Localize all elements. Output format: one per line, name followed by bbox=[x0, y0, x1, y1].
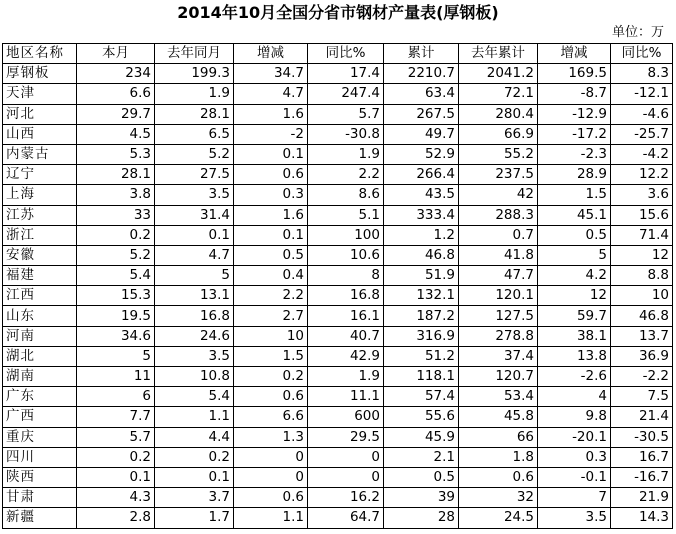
value-cell[interactable]: 8.8 bbox=[611, 266, 673, 286]
value-cell[interactable]: 0.1 bbox=[234, 144, 308, 164]
value-cell[interactable]: 16.1 bbox=[308, 306, 384, 326]
value-cell[interactable]: 53.4 bbox=[459, 387, 538, 407]
value-cell[interactable]: 0.5 bbox=[234, 245, 308, 265]
value-cell[interactable]: 36.9 bbox=[611, 346, 673, 366]
value-cell[interactable]: 1.9 bbox=[308, 144, 384, 164]
region-cell[interactable]: 山西 bbox=[3, 124, 77, 144]
value-cell[interactable]: 199.3 bbox=[155, 64, 234, 84]
value-cell[interactable]: 1.9 bbox=[308, 367, 384, 387]
value-cell[interactable]: 46.8 bbox=[611, 306, 673, 326]
value-cell[interactable]: 5.7 bbox=[77, 427, 155, 447]
value-cell[interactable]: 5.3 bbox=[77, 144, 155, 164]
table-row bbox=[3, 84, 673, 104]
header-change[interactable]: 增减 bbox=[234, 44, 308, 64]
value-cell[interactable]: 278.8 bbox=[459, 326, 538, 346]
value-cell[interactable]: 0 bbox=[234, 447, 308, 467]
value-cell[interactable]: 0.6 bbox=[234, 387, 308, 407]
value-cell[interactable]: 132.1 bbox=[384, 286, 459, 306]
value-cell[interactable]: 27.5 bbox=[155, 165, 234, 185]
value-cell[interactable]: 600 bbox=[308, 407, 384, 427]
value-cell[interactable]: 12.2 bbox=[611, 165, 673, 185]
region-cell[interactable]: 江苏 bbox=[3, 205, 77, 225]
value-cell[interactable]: 21.4 bbox=[611, 407, 673, 427]
value-cell[interactable]: -30.5 bbox=[611, 427, 673, 447]
value-cell[interactable]: 66 bbox=[459, 427, 538, 447]
value-cell[interactable]: 47.7 bbox=[459, 266, 538, 286]
value-cell[interactable]: 0 bbox=[234, 467, 308, 487]
value-cell[interactable]: -12.9 bbox=[538, 104, 611, 124]
value-cell[interactable]: 45.1 bbox=[538, 205, 611, 225]
table-row bbox=[3, 205, 673, 225]
region-cell[interactable]: 重庆 bbox=[3, 427, 77, 447]
value-cell[interactable]: 2.2 bbox=[234, 286, 308, 306]
value-cell[interactable]: 43.5 bbox=[384, 185, 459, 205]
region-cell[interactable]: 江西 bbox=[3, 286, 77, 306]
value-cell[interactable]: 16.8 bbox=[308, 286, 384, 306]
table-row bbox=[3, 266, 673, 286]
value-cell[interactable]: 29.5 bbox=[308, 427, 384, 447]
value-cell[interactable]: 0.1 bbox=[155, 467, 234, 487]
value-cell[interactable]: 0.5 bbox=[384, 467, 459, 487]
value-cell[interactable]: 28.9 bbox=[538, 165, 611, 185]
value-cell[interactable]: 13.8 bbox=[538, 346, 611, 366]
value-cell[interactable]: 4.7 bbox=[234, 84, 308, 104]
value-cell[interactable]: 16.7 bbox=[611, 447, 673, 467]
value-cell[interactable]: 10 bbox=[234, 326, 308, 346]
value-cell[interactable]: 0.1 bbox=[234, 225, 308, 245]
region-cell[interactable]: 天津 bbox=[3, 84, 77, 104]
region-cell[interactable]: 陕西 bbox=[3, 467, 77, 487]
value-cell[interactable]: 5.2 bbox=[77, 245, 155, 265]
value-cell[interactable]: 37.4 bbox=[459, 346, 538, 366]
value-cell[interactable]: 4.2 bbox=[538, 266, 611, 286]
value-cell[interactable]: 0.6 bbox=[234, 165, 308, 185]
value-cell[interactable]: 5 bbox=[538, 245, 611, 265]
value-cell[interactable]: 0.6 bbox=[459, 467, 538, 487]
unit-label: 单位：万 bbox=[611, 25, 664, 40]
value-cell[interactable]: 5.4 bbox=[155, 387, 234, 407]
region-cell[interactable]: 广东 bbox=[3, 387, 77, 407]
value-cell[interactable]: 3.5 bbox=[538, 508, 611, 528]
value-cell[interactable]: 46.8 bbox=[384, 245, 459, 265]
value-cell[interactable]: 2.1 bbox=[384, 447, 459, 467]
table-row bbox=[3, 367, 673, 387]
value-cell[interactable]: 7 bbox=[538, 488, 611, 508]
region-cell[interactable]: 河南 bbox=[3, 326, 77, 346]
value-cell[interactable]: 0.6 bbox=[234, 488, 308, 508]
value-cell[interactable]: 7.5 bbox=[611, 387, 673, 407]
value-cell[interactable]: 55.2 bbox=[459, 144, 538, 164]
value-cell[interactable]: 1.1 bbox=[155, 407, 234, 427]
table-row bbox=[3, 185, 673, 205]
header-this-month[interactable]: 本月 bbox=[77, 44, 155, 64]
value-cell[interactable]: 10.6 bbox=[308, 245, 384, 265]
value-cell[interactable]: 55.6 bbox=[384, 407, 459, 427]
value-cell[interactable]: 45.8 bbox=[459, 407, 538, 427]
value-cell[interactable]: -25.7 bbox=[611, 124, 673, 144]
table-row bbox=[3, 346, 673, 366]
region-cell[interactable]: 山东 bbox=[3, 306, 77, 326]
table-row bbox=[3, 508, 673, 528]
value-cell[interactable]: -30.8 bbox=[308, 124, 384, 144]
value-cell[interactable]: -20.1 bbox=[538, 427, 611, 447]
value-cell[interactable]: -2.6 bbox=[538, 367, 611, 387]
table-row bbox=[3, 326, 673, 346]
header-last-year-month[interactable]: 去年同月 bbox=[155, 44, 234, 64]
value-cell[interactable]: 5.1 bbox=[308, 205, 384, 225]
table-body bbox=[3, 44, 673, 529]
value-cell[interactable]: 1.9 bbox=[155, 84, 234, 104]
value-cell[interactable]: 34.6 bbox=[77, 326, 155, 346]
value-cell[interactable]: 0 bbox=[308, 447, 384, 467]
value-cell[interactable]: 100 bbox=[308, 225, 384, 245]
value-cell[interactable]: 64.7 bbox=[308, 508, 384, 528]
value-cell[interactable]: 2210.7 bbox=[384, 64, 459, 84]
value-cell[interactable]: 1.8 bbox=[459, 447, 538, 467]
value-cell[interactable]: 267.5 bbox=[384, 104, 459, 124]
value-cell[interactable]: 266.4 bbox=[384, 165, 459, 185]
region-cell[interactable]: 厚钢板 bbox=[3, 64, 77, 84]
value-cell[interactable]: 4.3 bbox=[77, 488, 155, 508]
value-cell[interactable]: 169.5 bbox=[538, 64, 611, 84]
value-cell[interactable]: 1.5 bbox=[538, 185, 611, 205]
table-row bbox=[3, 447, 673, 467]
table-row bbox=[3, 64, 673, 84]
value-cell[interactable]: 1.6 bbox=[234, 104, 308, 124]
value-cell[interactable]: -4.6 bbox=[611, 104, 673, 124]
value-cell[interactable]: 33 bbox=[77, 205, 155, 225]
value-cell[interactable]: 3.6 bbox=[611, 185, 673, 205]
value-cell[interactable]: 3.5 bbox=[155, 346, 234, 366]
value-cell[interactable]: -2.2 bbox=[611, 367, 673, 387]
value-cell[interactable]: 6.6 bbox=[77, 84, 155, 104]
value-cell[interactable]: 29.7 bbox=[77, 104, 155, 124]
steel-output-table bbox=[2, 43, 673, 529]
value-cell[interactable]: 12 bbox=[538, 286, 611, 306]
value-cell[interactable]: 11.1 bbox=[308, 387, 384, 407]
header-region[interactable]: 地区名称 bbox=[3, 44, 77, 64]
value-cell[interactable]: -12.1 bbox=[611, 84, 673, 104]
table-row bbox=[3, 467, 673, 487]
region-cell[interactable]: 安徽 bbox=[3, 245, 77, 265]
value-cell[interactable]: 0.5 bbox=[538, 225, 611, 245]
value-cell[interactable]: -16.7 bbox=[611, 467, 673, 487]
value-cell[interactable]: 17.4 bbox=[308, 64, 384, 84]
header-cumulative[interactable]: 累计 bbox=[384, 44, 459, 64]
value-cell[interactable]: 31.4 bbox=[155, 205, 234, 225]
value-cell[interactable]: 247.4 bbox=[308, 84, 384, 104]
value-cell[interactable]: 118.1 bbox=[384, 367, 459, 387]
table-row bbox=[3, 225, 673, 245]
value-cell[interactable]: 5.7 bbox=[308, 104, 384, 124]
region-cell[interactable]: 上海 bbox=[3, 185, 77, 205]
region-cell[interactable]: 新疆 bbox=[3, 508, 77, 528]
value-cell[interactable]: 0.4 bbox=[234, 266, 308, 286]
value-cell[interactable]: 57.4 bbox=[384, 387, 459, 407]
value-cell[interactable]: 8.6 bbox=[308, 185, 384, 205]
value-cell[interactable]: 34.7 bbox=[234, 64, 308, 84]
value-cell[interactable]: 28.1 bbox=[77, 165, 155, 185]
value-cell[interactable]: 71.4 bbox=[611, 225, 673, 245]
value-cell[interactable]: 14.3 bbox=[611, 508, 673, 528]
value-cell[interactable]: 49.7 bbox=[384, 124, 459, 144]
value-cell[interactable]: 72.1 bbox=[459, 84, 538, 104]
value-cell[interactable]: 1.1 bbox=[234, 508, 308, 528]
table-row bbox=[3, 144, 673, 164]
value-cell[interactable]: 1.2 bbox=[384, 225, 459, 245]
value-cell[interactable]: 2.7 bbox=[234, 306, 308, 326]
value-cell[interactable]: -17.2 bbox=[538, 124, 611, 144]
value-cell[interactable]: 3.7 bbox=[155, 488, 234, 508]
value-cell[interactable]: 2.2 bbox=[308, 165, 384, 185]
value-cell[interactable]: 15.3 bbox=[77, 286, 155, 306]
value-cell[interactable]: 41.8 bbox=[459, 245, 538, 265]
value-cell[interactable]: 5.2 bbox=[155, 144, 234, 164]
value-cell[interactable]: 6 bbox=[77, 387, 155, 407]
value-cell[interactable]: 0.2 bbox=[77, 225, 155, 245]
value-cell[interactable]: 45.9 bbox=[384, 427, 459, 447]
value-cell[interactable]: 28 bbox=[384, 508, 459, 528]
table-row bbox=[3, 427, 673, 447]
region-cell[interactable]: 湖北 bbox=[3, 346, 77, 366]
value-cell[interactable]: 0.1 bbox=[155, 225, 234, 245]
value-cell[interactable]: 0 bbox=[308, 467, 384, 487]
value-cell[interactable]: 0.2 bbox=[155, 447, 234, 467]
value-cell[interactable]: 120.1 bbox=[459, 286, 538, 306]
value-cell[interactable]: 9.8 bbox=[538, 407, 611, 427]
table-row bbox=[3, 488, 673, 508]
value-cell[interactable]: 333.4 bbox=[384, 205, 459, 225]
value-cell[interactable]: 19.5 bbox=[77, 306, 155, 326]
value-cell[interactable]: 28.1 bbox=[155, 104, 234, 124]
value-cell[interactable]: 39 bbox=[384, 488, 459, 508]
value-cell[interactable]: 120.7 bbox=[459, 367, 538, 387]
table-row bbox=[3, 306, 673, 326]
header-cumulative-change[interactable]: 增减 bbox=[538, 44, 611, 64]
header-last-year-cumulative[interactable]: 去年累计 bbox=[459, 44, 538, 64]
value-cell[interactable]: -8.7 bbox=[538, 84, 611, 104]
value-cell[interactable]: 16.8 bbox=[155, 306, 234, 326]
value-cell[interactable]: 3.8 bbox=[77, 185, 155, 205]
value-cell[interactable]: 40.7 bbox=[308, 326, 384, 346]
value-cell[interactable]: 0.2 bbox=[234, 367, 308, 387]
value-cell[interactable]: 1.6 bbox=[234, 205, 308, 225]
value-cell[interactable]: 0.2 bbox=[77, 447, 155, 467]
value-cell[interactable]: 5 bbox=[77, 346, 155, 366]
value-cell[interactable]: -2 bbox=[234, 124, 308, 144]
region-cell[interactable]: 广西 bbox=[3, 407, 77, 427]
table-row bbox=[3, 124, 673, 144]
region-cell[interactable]: 内蒙古 bbox=[3, 144, 77, 164]
value-cell[interactable]: 7.7 bbox=[77, 407, 155, 427]
value-cell[interactable]: 234 bbox=[77, 64, 155, 84]
table-title: 2014年10月全国分省市钢材产量表(厚钢板) bbox=[177, 3, 499, 22]
value-cell[interactable]: 0.1 bbox=[77, 467, 155, 487]
region-cell[interactable]: 辽宁 bbox=[3, 165, 77, 185]
value-cell[interactable]: -4.2 bbox=[611, 144, 673, 164]
table-row bbox=[3, 165, 673, 185]
value-cell[interactable]: -0.1 bbox=[538, 467, 611, 487]
value-cell[interactable]: 11 bbox=[77, 367, 155, 387]
value-cell[interactable]: 38.1 bbox=[538, 326, 611, 346]
value-cell[interactable]: 10 bbox=[611, 286, 673, 306]
value-cell[interactable]: -2.3 bbox=[538, 144, 611, 164]
header-row bbox=[3, 44, 673, 64]
value-cell[interactable]: 6.6 bbox=[234, 407, 308, 427]
value-cell[interactable]: 6.5 bbox=[155, 124, 234, 144]
value-cell[interactable]: 66.9 bbox=[459, 124, 538, 144]
value-cell[interactable]: 4.5 bbox=[77, 124, 155, 144]
value-cell[interactable]: 8.3 bbox=[611, 64, 673, 84]
table-row bbox=[3, 387, 673, 407]
value-cell[interactable]: 316.9 bbox=[384, 326, 459, 346]
region-cell[interactable]: 浙江 bbox=[3, 225, 77, 245]
value-cell[interactable]: 63.4 bbox=[384, 84, 459, 104]
table-row bbox=[3, 104, 673, 124]
table-row bbox=[3, 286, 673, 306]
value-cell[interactable]: 24.6 bbox=[155, 326, 234, 346]
value-cell[interactable]: 21.9 bbox=[611, 488, 673, 508]
value-cell[interactable]: 1.3 bbox=[234, 427, 308, 447]
value-cell[interactable]: 15.6 bbox=[611, 205, 673, 225]
value-cell[interactable]: 280.4 bbox=[459, 104, 538, 124]
value-cell[interactable]: 24.5 bbox=[459, 508, 538, 528]
header-yoy-pct[interactable]: 同比% bbox=[308, 44, 384, 64]
value-cell[interactable]: 42.9 bbox=[308, 346, 384, 366]
region-cell[interactable]: 四川 bbox=[3, 447, 77, 467]
value-cell[interactable]: 51.9 bbox=[384, 266, 459, 286]
value-cell[interactable]: 12 bbox=[611, 245, 673, 265]
value-cell[interactable]: 2041.2 bbox=[459, 64, 538, 84]
region-cell[interactable]: 河北 bbox=[3, 104, 77, 124]
table-row bbox=[3, 407, 673, 427]
value-cell[interactable]: 4 bbox=[538, 387, 611, 407]
value-cell[interactable]: 51.2 bbox=[384, 346, 459, 366]
value-cell[interactable]: 127.5 bbox=[459, 306, 538, 326]
value-cell[interactable]: 237.5 bbox=[459, 165, 538, 185]
value-cell[interactable]: 52.9 bbox=[384, 144, 459, 164]
value-cell[interactable]: 13.7 bbox=[611, 326, 673, 346]
value-cell[interactable]: 13.1 bbox=[155, 286, 234, 306]
value-cell[interactable]: 2.8 bbox=[77, 508, 155, 528]
value-cell[interactable]: 288.3 bbox=[459, 205, 538, 225]
header-cumulative-yoy-pct[interactable]: 同比% bbox=[611, 44, 673, 64]
value-cell[interactable]: 1.7 bbox=[155, 508, 234, 528]
value-cell[interactable]: 1.5 bbox=[234, 346, 308, 366]
value-cell[interactable]: 5.4 bbox=[77, 266, 155, 286]
value-cell[interactable]: 16.2 bbox=[308, 488, 384, 508]
value-cell[interactable]: 5 bbox=[155, 266, 234, 286]
value-cell[interactable]: 0.3 bbox=[234, 185, 308, 205]
value-cell[interactable]: 59.7 bbox=[538, 306, 611, 326]
value-cell[interactable]: 42 bbox=[459, 185, 538, 205]
value-cell[interactable]: 187.2 bbox=[384, 306, 459, 326]
region-cell[interactable]: 甘肃 bbox=[3, 488, 77, 508]
value-cell[interactable]: 4.4 bbox=[155, 427, 234, 447]
value-cell[interactable]: 0.3 bbox=[538, 447, 611, 467]
value-cell[interactable]: 32 bbox=[459, 488, 538, 508]
value-cell[interactable]: 3.5 bbox=[155, 185, 234, 205]
value-cell[interactable]: 10.8 bbox=[155, 367, 234, 387]
value-cell[interactable]: 8 bbox=[308, 266, 384, 286]
region-cell[interactable]: 湖南 bbox=[3, 367, 77, 387]
value-cell[interactable]: 4.7 bbox=[155, 245, 234, 265]
region-cell[interactable]: 福建 bbox=[3, 266, 77, 286]
table-row bbox=[3, 245, 673, 265]
value-cell[interactable]: 0.7 bbox=[459, 225, 538, 245]
